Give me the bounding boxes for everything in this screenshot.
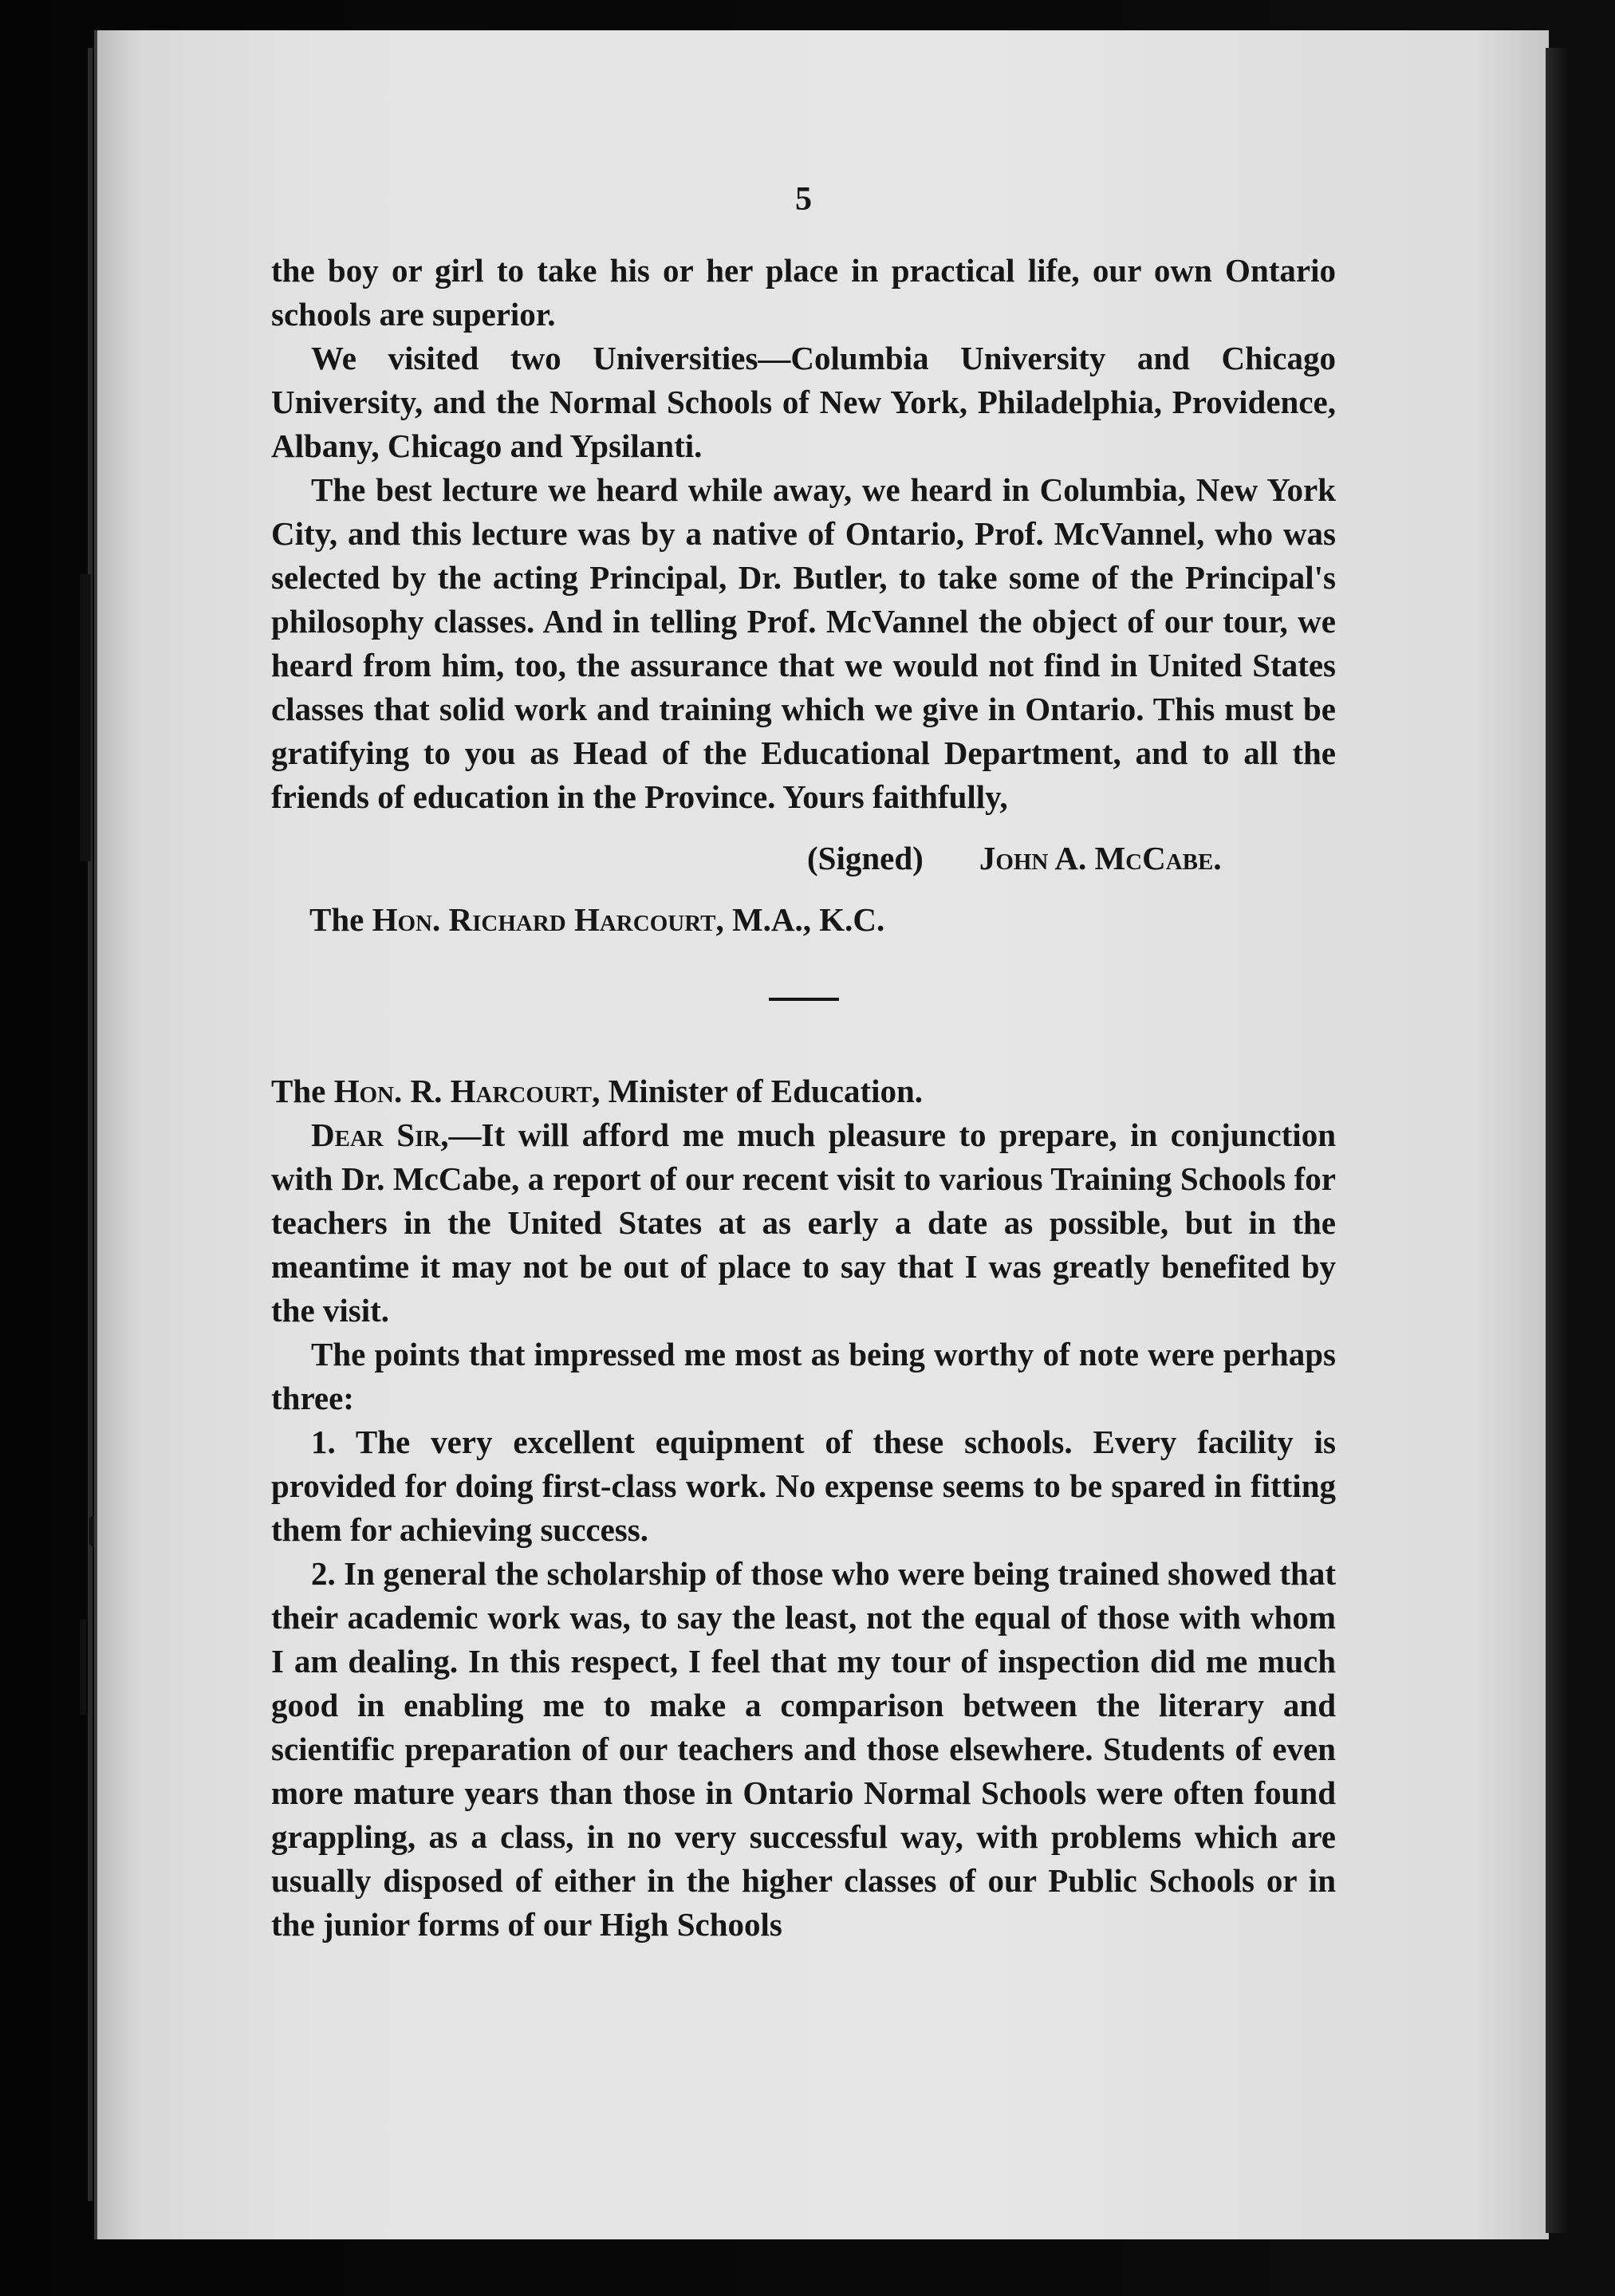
letter2-paragraph xyxy=(271,1113,1336,1333)
signature-line xyxy=(807,837,1336,880)
letter1-paragraph: We visited two Universities—Columbia University and Chicago University, and the Normal Schools of New York, Philadelphia, Providence, Albany, Chicago and Ypsilanti. xyxy=(271,340,1336,464)
page-content xyxy=(271,175,1336,1947)
letter1-paragraph: the boy or girl to take his or her place in practical life, our own Ontario schools are superior. xyxy=(271,252,1336,333)
page-shadow xyxy=(1546,48,1570,2233)
salutation: Dear Sir, xyxy=(311,1116,449,1153)
signed-label: (Signed) xyxy=(807,840,924,876)
list-item: 1. The very excellent equipment of these schools. Every facility is provided for doing first-class work. No expense seems to be spared in fitting them for achieving success. xyxy=(271,1424,1336,1548)
heading-name: Hon. R. Harcourt, xyxy=(333,1073,601,1109)
heading-suffix: Minister of Education. xyxy=(600,1073,924,1109)
letter2-paragraph: The points that impressed me most as being worthy of note were perhaps three: xyxy=(271,1336,1336,1416)
binding-mark xyxy=(80,1619,86,1715)
addressee-suffix: M.A., K.C. xyxy=(723,901,885,938)
list-item: 2. In general the scholarship of those who were being trained showed that their academic work was, to say the least, not the equal of those with whom I am dealing. In this respect, I feel that my tour of inspection did me much good in enabling me to make a comparison between the literary and scientific preparation of our teachers and those elsewhere. Students of even more mature years than those in Ontario Normal Schools were often found grappling, as a class, in no very successful way, with problems which are usually disposed of either in the higher classes of our Public Schools or in the junior forms of our High Schools xyxy=(271,1555,1336,1943)
letter2-paragraph-text: —It will afford me much pleasure to prepare, in conjunction with Dr. McCabe, a report of our recent visit to various Training Schools for teachers in the United States at as early a date as possible, but in the meantime it may not be out of place to say that I was greatly benefited by the visit. xyxy=(271,1116,1336,1329)
addressee xyxy=(309,898,1336,942)
binding-edge xyxy=(88,48,93,2201)
signer-name: John A. McCabe. xyxy=(979,840,1222,876)
letter2-heading xyxy=(271,1069,1336,1113)
heading-prefix: The xyxy=(271,1073,334,1109)
binding-mark xyxy=(80,574,91,861)
section-divider xyxy=(769,998,839,1001)
addressee-name: Hon. Richard Harcourt, xyxy=(372,901,724,938)
letter1-paragraph: The best lecture we heard while away, we heard in Columbia, New York City, and this lecture was by a native of Ontario, Prof. McVannel, who was selected by the acting Principal, Dr. Butler, to take some of the Principal's philosophy classes. And in telling Prof. McVannel the object of our tour, we heard from him, too, the assurance that we would not find in United States classes that solid work and training which we give in Ontario. This must be gratifying to you as Head of the Educational Department, and to all the friends of education in the Province. Yours faithfully, xyxy=(271,471,1336,815)
addressee-prefix: The xyxy=(309,901,372,938)
page-number: 5 xyxy=(795,181,812,218)
